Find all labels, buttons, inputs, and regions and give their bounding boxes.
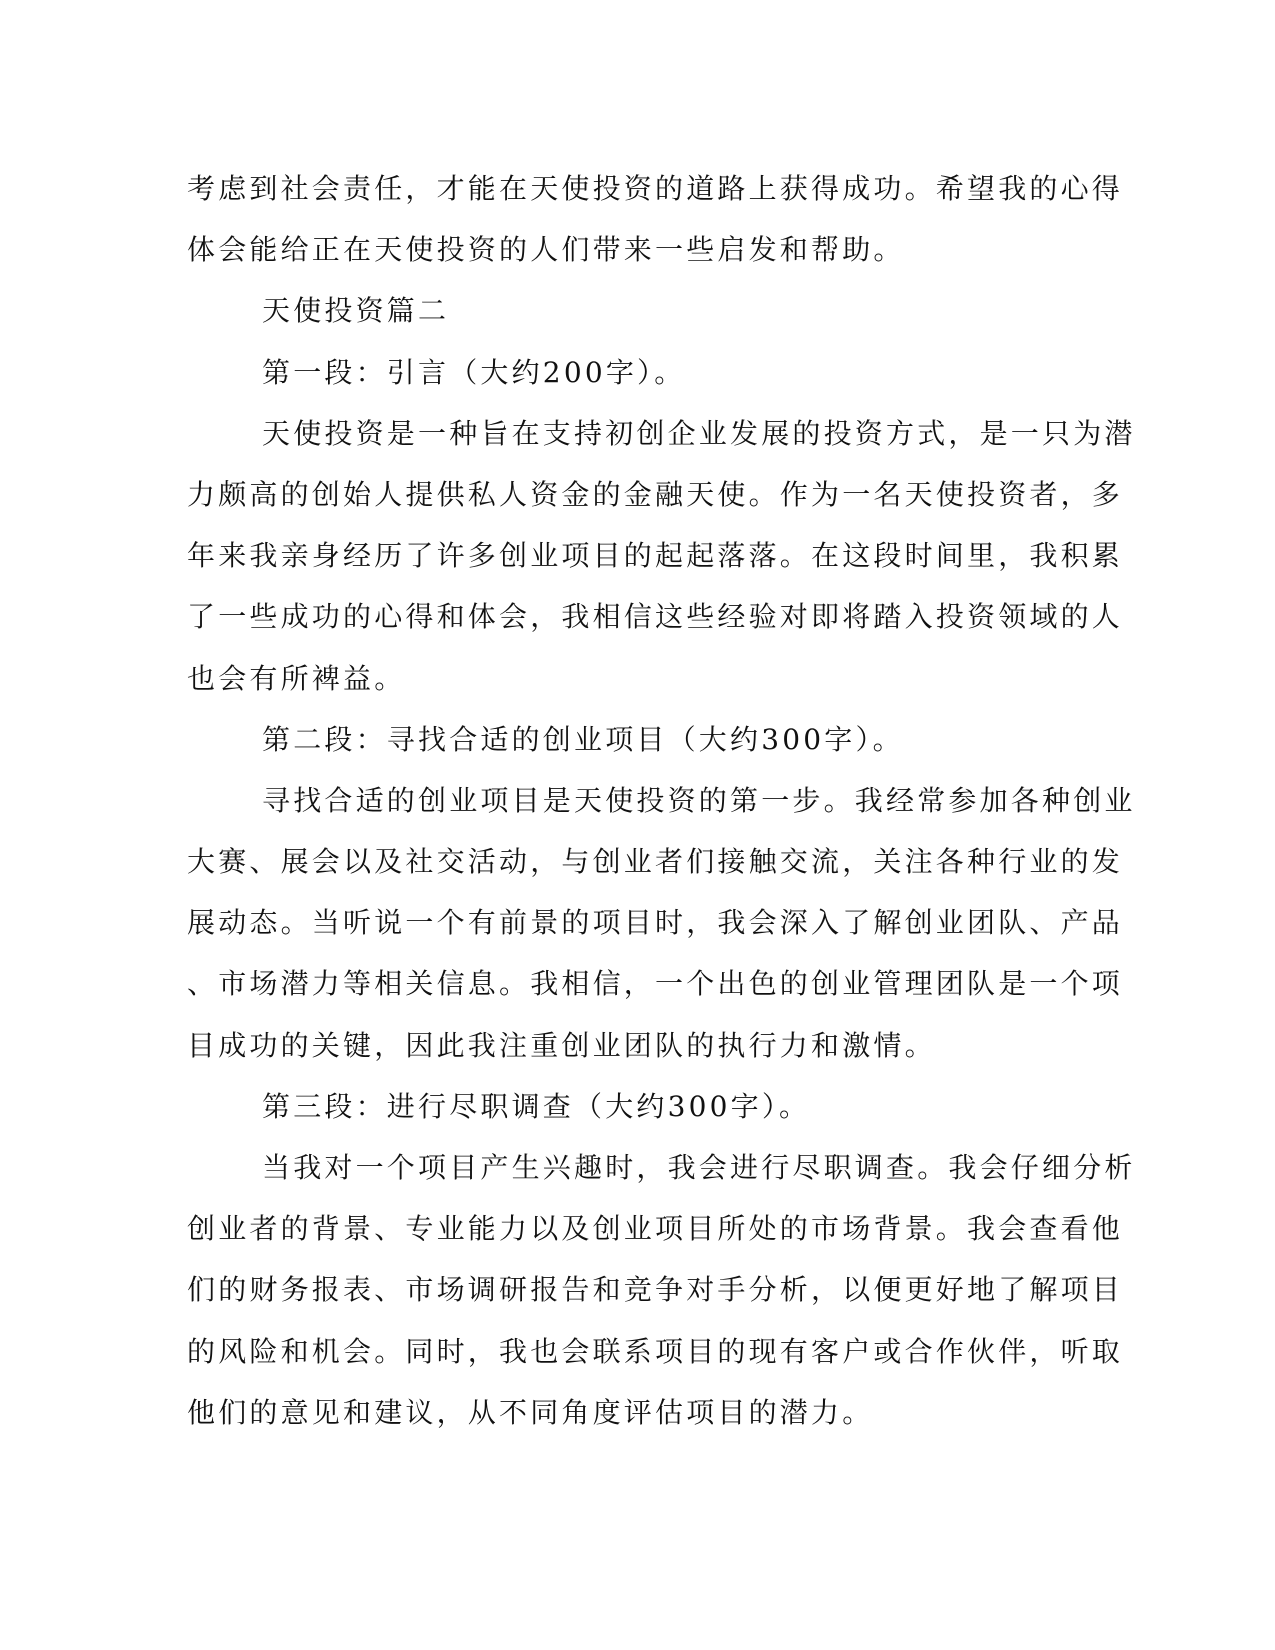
text-line: 大赛、展会以及社交活动，与创业者们接触交流，关注各种行业的发 <box>187 845 1124 879</box>
text-line: 们的财务报表、市场调研报告和竞争对手分析，以便更好地了解项目 <box>187 1273 1124 1307</box>
text-line: 他们的意见和建议，从不同角度评估项目的潜力。 <box>187 1395 874 1429</box>
text-line: 考虑到社会责任，才能在天使投资的道路上获得成功。希望我的心得 <box>187 172 1124 205</box>
text-line: 体会能给正在天使投资的人们带来一些启发和帮助。 <box>187 233 905 267</box>
text-line: 寻找合适的创业项目是天使投资的第一步。我经常参加各种创业 <box>262 783 1136 817</box>
text-line: 、市场潜力等相关信息。我相信，一个出色的创业管理团队是一个项 <box>187 967 1124 1001</box>
paragraph-heading: 第三段：进行尽职调查（大约300字）。 <box>262 1089 811 1123</box>
text-line: 的风险和机会。同时，我也会联系项目的现有客户或合作伙伴，听取 <box>187 1334 1124 1368</box>
document-body <box>187 158 1136 1443</box>
section-title: 天使投资篇二 <box>262 294 450 328</box>
text-line: 目成功的关键，因此我注重创业团队的执行力和激情。 <box>187 1028 936 1062</box>
text-line: 力颇高的创始人提供私人资金的金融天使。作为一名天使投资者，多 <box>187 477 1124 511</box>
text-line: 创业者的背景、专业能力以及创业项目所处的市场背景。我会查看他 <box>187 1212 1124 1246</box>
paragraph-heading: 第一段：引言（大约200字）。 <box>262 355 686 389</box>
paragraph-heading: 第二段：寻找合适的创业项目（大约300字）。 <box>262 722 904 756</box>
text-line: 展动态。当听说一个有前景的项目时，我会深入了解创业团队、产品 <box>187 906 1124 940</box>
text-line: 了一些成功的心得和体会，我相信这些经验对即将踏入投资领域的人 <box>187 600 1124 634</box>
text-line: 也会有所裨益。 <box>187 661 406 695</box>
text-line: 当我对一个项目产生兴趣时，我会进行尽职调查。我会仔细分析 <box>262 1151 1136 1184</box>
text-line: 年来我亲身经历了许多创业项目的起起落落。在这段时间里，我积累 <box>187 539 1124 573</box>
text-line: 天使投资是一种旨在支持初创企业发展的投资方式，是一只为潜 <box>262 416 1136 450</box>
